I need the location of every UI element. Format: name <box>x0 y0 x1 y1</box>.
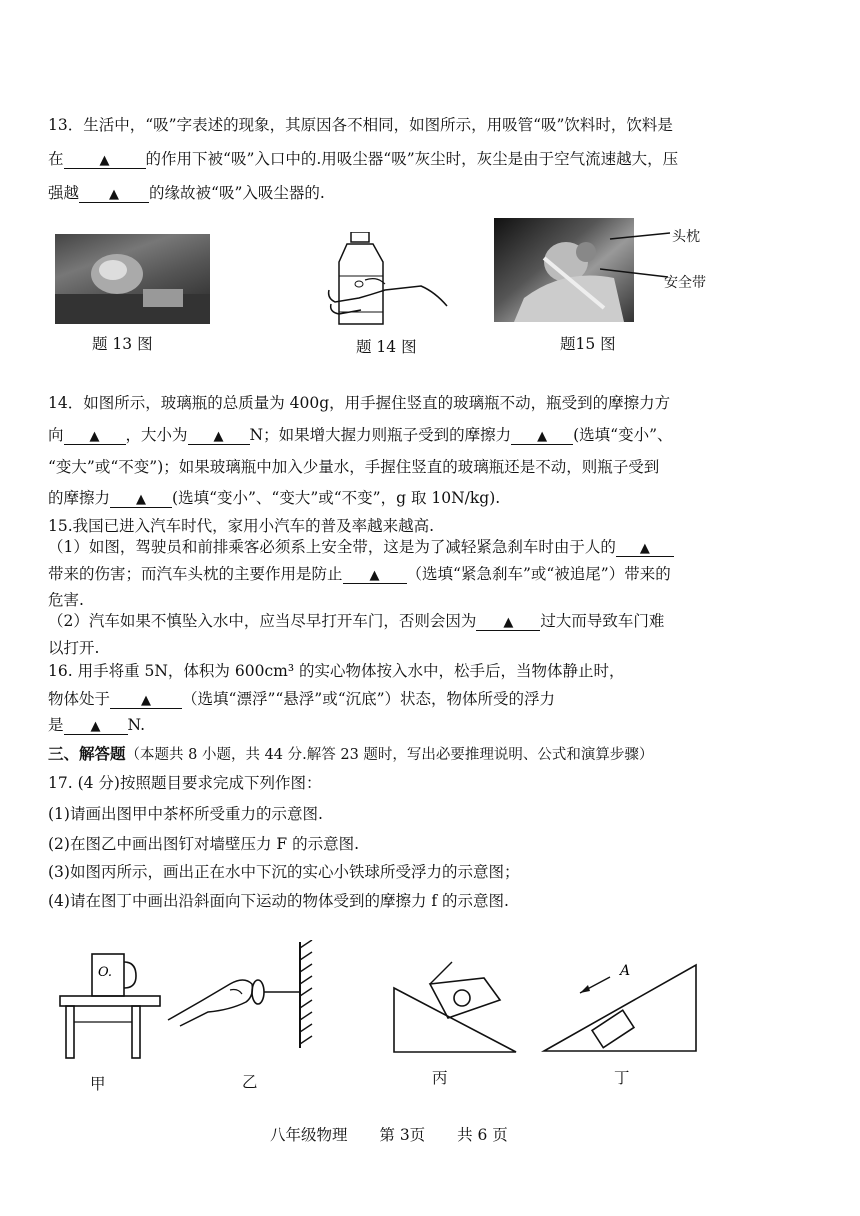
fig13-illustration <box>55 234 210 324</box>
answer-blank[interactable]: ▲ <box>64 426 126 445</box>
footer-total: 共 6 页 <box>457 1126 508 1144</box>
q17-item2: (2)在图乙中画出图钉对墙壁压力 F 的示意图. <box>48 835 359 853</box>
q15-line5: （2）汽车如果不慎坠入水中，应当尽早打开车门，否则会因为 ▲ 过大而导致车门难 <box>48 612 665 630</box>
answer-blank[interactable]: ▲ <box>343 565 407 584</box>
fig13-photo <box>55 234 210 324</box>
fig13-caption: 题 13 图 <box>92 335 153 353</box>
fig14-caption: 题 14 图 <box>356 338 417 356</box>
q15-line1: 15.我国已进入汽车时代，家用小汽车的普及率越来越高. <box>48 517 435 535</box>
q13-line3: 强越 ▲ 的缘故被“吸”入吸尘器的. <box>48 184 325 202</box>
q15-line2: （1）如图，驾驶员和前排乘客必须系上安全带，这是为了减轻紧急刹车时由于人的 ▲ <box>48 536 674 558</box>
answer-blank[interactable]: ▲ <box>64 150 146 169</box>
label-bing: 丙 <box>432 1069 448 1087</box>
answer-blank[interactable]: ▲ <box>110 690 182 709</box>
page-footer <box>270 1124 508 1146</box>
q14-line1: 14．如图所示，玻璃瓶的总质量为 400g，用手握住竖直的玻璃瓶不动，瓶受到的摩擦力方 <box>48 394 671 412</box>
section3-title: 三、解答题 <box>48 744 126 763</box>
q15-line4: 危害. <box>48 591 84 609</box>
q14-line2: 向 ▲ ，大小为 ▲ N；如果增大握力则瓶子受到的摩擦力 ▲ (选填“变小”、 <box>48 426 673 444</box>
q17-line1: 17. (4 分)按照题目要求完成下列作图： <box>48 774 322 792</box>
section3-note: （本题共 8 小题，共 44 分.解答 23 题时，写出必要推理说明、公式和演算步骤） <box>125 747 654 763</box>
cup-mark: O. <box>98 965 113 980</box>
point-a-label: A <box>620 963 631 979</box>
answer-blank[interactable]: ▲ <box>110 489 172 508</box>
q17-item3: (3)如图丙所示，画出正在水中下沉的实心小铁球所受浮力的示意图； <box>48 863 520 881</box>
q17-item4: (4)请在图丁中画出沿斜面向下运动的物体受到的摩擦力 f 的示意图. <box>48 892 509 910</box>
answer-blank[interactable]: ▲ <box>476 612 540 631</box>
answer-blank[interactable]: ▲ <box>511 426 573 445</box>
answer-blank[interactable]: ▲ <box>64 716 128 735</box>
label-yi: 乙 <box>242 1073 258 1091</box>
q16-line2: 物体处于 ▲ （选填“漂浮”“悬浮”或“沉底”）状态，物体所受的浮力 <box>48 690 556 708</box>
fig15-caption: 题15 图 <box>560 335 616 353</box>
answer-blank[interactable]: ▲ <box>188 426 250 445</box>
q16-line1: 16. 用手将重 5N，体积为 600cm³ 的实心物体按入水中，松手后，当物体静止时， <box>48 662 625 680</box>
footer-subject: 八年级物理 <box>270 1126 348 1144</box>
fig-bing-ball-incline <box>390 960 520 1056</box>
fig14-bottle-hand <box>325 232 450 332</box>
label-jia: 甲 <box>90 1075 106 1093</box>
answer-blank[interactable]: ▲ <box>79 184 149 203</box>
section3-heading <box>48 743 653 766</box>
fig-ding-block-incline <box>540 955 700 1055</box>
answer-blank[interactable]: ▲ <box>616 538 674 557</box>
label-seatbelt: 安全带 <box>664 275 706 291</box>
label-ding: 丁 <box>614 1069 630 1087</box>
q15-line6: 以打开. <box>48 639 100 657</box>
fig15-pointer-lines <box>600 225 670 285</box>
q16-line3: 是 ▲ N. <box>48 716 146 734</box>
q13-line2: 在 ▲ 的作用下被“吸”入口中的.用吸尘器“吸”灰尘时，灰尘是由于空气流速越大，压 <box>48 150 679 168</box>
q17-item1: (1)请画出图甲中茶杯所受重力的示意图. <box>48 805 323 823</box>
fig-yi-thumbtack-wall <box>160 940 330 1050</box>
q13-line1: 13．生活中，“吸”字表述的现象，其原因各不相同，如图所示，用吸管“吸”饮料时，饮料是 <box>48 116 673 134</box>
footer-page: 第 3页 <box>379 1126 426 1144</box>
fig-jia-cup-table <box>50 950 170 1062</box>
q15-line3: 带来的伤害；而汽车头枕的主要作用是防止 ▲ （选填“紧急刹车”或“被追尾”）带来的 <box>48 565 671 583</box>
q14-line4: 的摩擦力 ▲ (选填“变小”、“变大”或“不变”，g 取 10N/kg). <box>48 489 501 507</box>
q14-line3: “变大”或“不变”)；如果玻璃瓶中加入少量水，手握住竖直的玻璃瓶还是不动，则瓶子受到 <box>48 458 660 476</box>
label-headrest: 头枕 <box>672 229 700 245</box>
